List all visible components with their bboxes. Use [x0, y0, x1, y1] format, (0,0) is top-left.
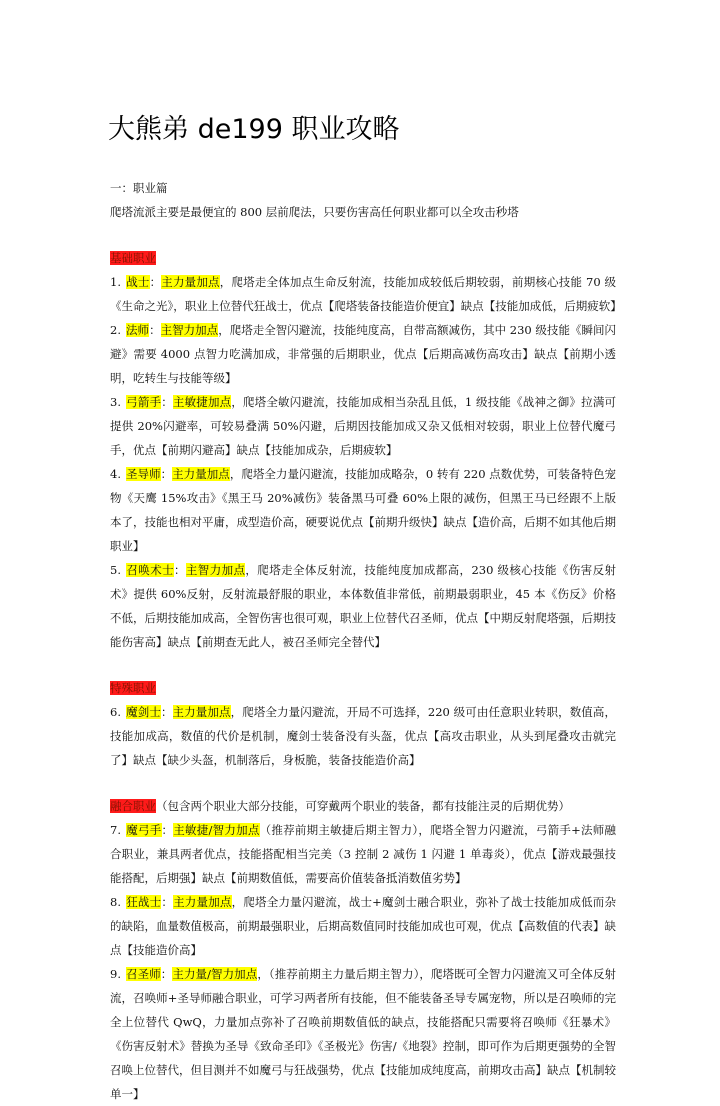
stat-focus: 主力量加点 — [173, 895, 232, 909]
stat-focus: 主力量/智力加点 — [172, 967, 258, 981]
group-note-fusion: （包含两个职业大部分技能，可穿戴两个职业的装备，都有技能注灵的后期优势） — [156, 799, 570, 813]
class-name: 魔弓手 — [126, 823, 162, 837]
class-name: 召圣师 — [126, 967, 161, 981]
group-heading-basic — [110, 246, 616, 270]
class-name: 魔剑士 — [126, 705, 161, 719]
entry-text: ，爬塔全敏闪避流，技能加成相当杂乱且低，1 级技能《战神之御》拉满可提供 20%闪避率，可较易叠满 50%闪避，后期因技能加成又杂又低相对较弱，职业上位替代魔弓手，优点【前期闪避高】缺点【技能加成杂，后期疲软】 — [110, 395, 617, 457]
class-name: 战士 — [126, 275, 150, 289]
stat-focus: 主智力加点 — [160, 323, 219, 337]
intro-paragraph: 爬塔流派主要是最便宜的 800 层前爬法，只要伤害高任何职业都可以全攻击秒塔 — [110, 205, 519, 219]
entry-4: 4. 圣导师：主力量加点，爬塔全力量闪避流，技能加成略杂，0 转有 220 点数优势，可装备特色宠物《天鹰 15%攻击》《黑王马 20%减伤》装备黑马可叠 60%上限的减伤，但黑王马已经跟不上版本了，技能也相对平庸，成型造价高，硬要说优点【前期升级快】缺点【造价高，后期不如其他后期职业】 — [110, 467, 617, 553]
document-body — [110, 176, 622, 1106]
entry-9: 9. 召圣师：主力量/智力加点，（推荐前期主力量后期主智力），爬塔既可全智力闪避流又可全体反射流，召唤师+圣导师融合职业，可学习两者所有技能，但不能装备圣导专属宠物，所以是召唤师的完全上位替代 QwQ，力量加点弥补了召唤前期数值低的缺点，技能搭配只需要将召唤师《狂暴术》《伤害反射术》替换为圣导《致命圣印》《圣极光》伤害/《地裂》控制，即可作为后期更强势的全智召唤上位替代，但目测并不如魔弓与狂战强势，优点【技能加成纯度高，前期攻击高】缺点【机制较单一】 — [110, 967, 617, 1101]
class-name: 弓箭手 — [126, 395, 162, 409]
section-heading: 一：职业篇 — [110, 181, 168, 195]
entry-text: ，爬塔全力量闪避流，战士+魔剑士融合职业，弥补了战士技能加成低而杂的缺陷，血量数值极高，前期最强职业，后期高数值同时技能加成也可观，优点【高数值的代表】缺点【技能造价高】 — [110, 895, 617, 957]
entry-text: ，爬塔全力量闪避流，开局不可选择，220 级可由任意职业转职，数值高，技能加成高，数值的代价是机制，魔剑士装备没有头盔，优点【高攻击职业，从头到尾叠攻击就完了】缺点【缺少头盔，机制落后，身板脆，装备技能造价高】 — [110, 705, 617, 767]
group-label-fusion: 融合职业 — [110, 799, 156, 813]
document-title: 大熊弟 de199 职业攻略 — [108, 114, 400, 145]
class-name: 狂战士 — [126, 895, 162, 909]
entry-text: ，爬塔全力量闪避流，技能加成略杂，0 转有 220 点数优势，可装备特色宠物《天鹰 15%攻击》《黑王马 20%减伤》装备黑马可叠 60%上限的减伤，但黑王马已经跟不上版本了，技能也相对平庸，成型造价高，硬要说优点【前期升级快】缺点【造价高，后期不如其他后期职业】 — [110, 467, 617, 553]
entry-text: ，爬塔走全体加点生命反射流，技能加成较低后期较弱，前期核心技能 70 级《生命之光》，职业上位替代狂战士，优点【爬塔装备技能造价便宜】缺点【技能加成低，后期疲软】 — [110, 275, 622, 313]
group-label-basic: 基础职业 — [110, 251, 156, 265]
stat-focus: 主力量加点 — [161, 275, 220, 289]
class-name: 法师 — [126, 323, 150, 337]
entry-3: 3. 弓箭手：主敏捷加点，爬塔全敏闪避流，技能加成相当杂乱且低，1 级技能《战神之御》拉满可提供 20%闪避率，可较易叠满 50%闪避，后期因技能加成又杂又低相对较弱，职业上位替代魔弓手，优点【前期闪避高】缺点【技能加成杂，后期疲软】 — [110, 395, 617, 457]
entry-2: 2. 法师：主智力加点，爬塔走全智闪避流，技能纯度高，自带高额减伤，其中 230 级技能《瞬间闪避》需要 4000 点智力吃满加成，非常强的后期职业，优点【后期高减伤高攻击】缺点【前期小透明，吃转生与技能等级】 — [110, 323, 617, 385]
stat-focus: 主敏捷加点 — [172, 395, 232, 409]
class-name: 召唤术士 — [126, 563, 174, 577]
entry-text: （推荐前期主敏捷后期主智力），爬塔全智力闪避流，弓箭手+法师融合职业，兼具两者优点，技能搭配相当完美（3 控制 2 减伤 1 闪避 1 单毒炎），优点【游戏最强技能搭配，后期强】缺点【前期数值低，需要高价值装备抵消数值劣势】 — [110, 823, 616, 885]
entry-1: 1. 战士：主力量加点，爬塔走全体加点生命反射流，技能加成较低后期较弱，前期核心技能 70 级《生命之光》，职业上位替代狂战士，优点【爬塔装备技能造价便宜】缺点【技能加成低，后期疲软】 — [110, 275, 622, 313]
entry-8: 8. 狂战士：主力量加点，爬塔全力量闪避流，战士+魔剑士融合职业，弥补了战士技能加成低而杂的缺陷，血量数值极高，前期最强职业，后期高数值同时技能加成也可观，优点【高数值的代表】缺点【技能造价高】 — [110, 895, 617, 957]
stat-focus: 主智力加点 — [185, 563, 246, 577]
group-label-special: 特殊职业 — [110, 681, 156, 695]
entry-text: ，爬塔走全智闪避流，技能纯度高，自带高额减伤，其中 230 级技能《瞬间闪避》需要 4000 点智力吃满加成，非常强的后期职业，优点【后期高减伤高攻击】缺点【前期小透明，吃转生与技能等级】 — [110, 323, 617, 385]
group-heading-special — [110, 676, 616, 700]
stat-focus: 主敏捷/智力加点 — [173, 823, 260, 837]
group-heading-fusion — [110, 794, 616, 818]
entry-6: 6. 魔剑士：主力量加点，爬塔全力量闪避流，开局不可选择，220 级可由任意职业转职，数值高，技能加成高，数值的代价是机制，魔剑士装备没有头盔，优点【高攻击职业，从头到尾叠攻击就完了】缺点【缺少头盔，机制落后，身板脆，装备技能造价高】 — [110, 705, 617, 767]
class-name: 圣导师 — [126, 467, 161, 481]
entry-5: 5. 召唤术士：主智力加点，爬塔走全体反射流，技能纯度加成都高，230 级核心技能《伤害反射术》提供 60%反射，反射流最舒服的职业，本体数值非常低，前期最弱职业，45 本《伤反》价格不低，后期技能加成高，全智伤害也很可观，职业上位替代召圣师，优点【中期反射爬塔强，后期技能伤害高】缺点【前期查无此人，被召圣师完全替代】 — [110, 563, 617, 649]
entry-text: ，（推荐前期主力量后期主智力），爬塔既可全智力闪避流又可全体反射流，召唤师+圣导师融合职业，可学习两者所有技能，但不能装备圣导专属宠物，所以是召唤师的完全上位替代 QwQ，力量加点弥补了召唤前期数值低的缺点，技能搭配只需要将召唤师《狂暴术》《伤害反射术》替换为圣导《致命圣印》《圣极光》伤害/《地裂》控制，即可作为后期更强势的全智召唤上位替代，但目测并不如魔弓与狂战强势，优点【技能加成纯度高，前期攻击高】缺点【机制较单一】 — [110, 967, 617, 1101]
stat-focus: 主力量加点 — [172, 705, 231, 719]
entry-7: 7. 魔弓手：主敏捷/智力加点（推荐前期主敏捷后期主智力），爬塔全智力闪避流，弓箭手+法师融合职业，兼具两者优点，技能搭配相当完美（3 控制 2 减伤 1 闪避 1 单毒炎），优点【游戏最强技能搭配，后期强】缺点【前期数值低，需要高价值装备抵消数值劣势】 — [110, 823, 616, 885]
stat-focus: 主力量加点 — [172, 467, 230, 481]
entry-text: ，爬塔走全体反射流，技能纯度加成都高，230 级核心技能《伤害反射术》提供 60%反射，反射流最舒服的职业，本体数值非常低，前期最弱职业，45 本《伤反》价格不低，后期技能加成高，全智伤害也很可观，职业上位替代召圣师，优点【中期反射爬塔强，后期技能伤害高】缺点【前期查无此人，被召圣师完全替代】 — [110, 563, 617, 649]
